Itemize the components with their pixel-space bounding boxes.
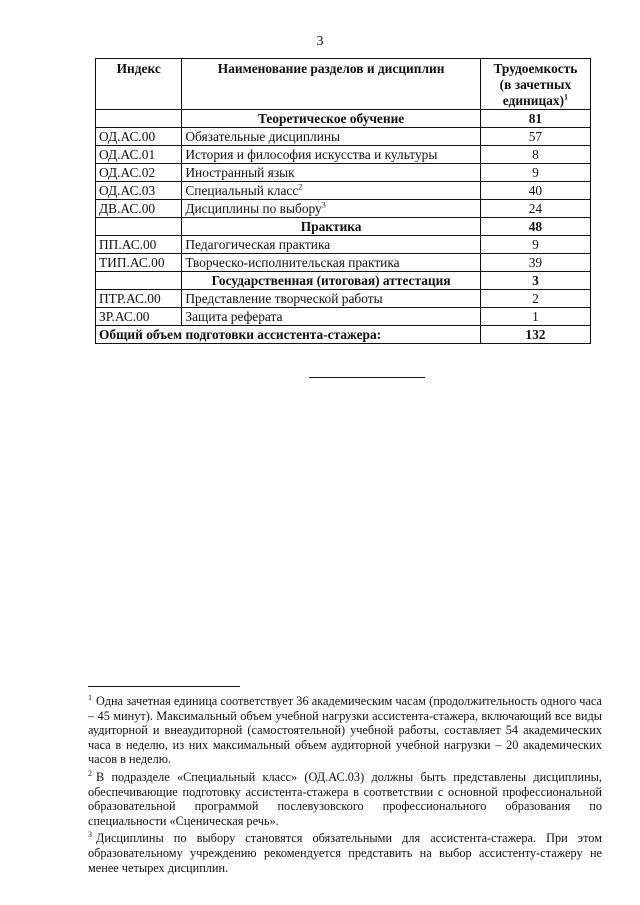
footnote-3 — [88, 828, 602, 875]
row-credits: 1 — [480, 308, 590, 326]
header-index: Индекс — [96, 59, 182, 110]
row-index: ОД.АС.03 — [96, 182, 182, 200]
table-row-section — [96, 110, 591, 128]
row-name: Творческо-исполнительская практика — [182, 254, 480, 272]
header-name: Наименование разделов и дисциплин — [182, 59, 480, 110]
table-row — [96, 236, 591, 254]
section-divider — [309, 377, 425, 378]
row-name-cell — [182, 200, 480, 218]
table-row — [96, 254, 591, 272]
footnote-ref-1: 1 — [564, 92, 569, 102]
row-credits: 3 — [480, 272, 590, 290]
table-row — [96, 128, 591, 146]
footnote-text: В подразделе «Специальный класс» (ОД.АС.03) должны быть представлены дисциплины, обеспечивающие подготовку ассистента-стажера в соответствии с основной профессиональной образовательной программой послевузовского профессионального образования по специальности «Сценическая речь». — [88, 769, 602, 828]
row-index: ОД.АС.00 — [96, 128, 182, 146]
footnote-text: Одна зачетная единица соответствует 36 академическим часам (продолжительность одного часа – 45 минут). Максимальный объем учебной нагрузки ассистента-стажера, включающий все виды аудиторной и внеаудиторной (самостоятельной) учебной работы, составляет 54 академических часа в неделю, из них максимальный объем аудиторной учебной нагрузки – 20 академических часов в неделю. — [88, 694, 602, 767]
footnote-mark: 3 — [88, 830, 92, 840]
row-credits: 57 — [480, 128, 590, 146]
table-row-total — [96, 326, 591, 344]
row-name: Представление творческой работы — [182, 290, 480, 308]
section-title: Теоретическое обучение — [182, 110, 480, 128]
footnote-ref-2: 2 — [298, 182, 303, 192]
footnote-text: Дисциплины по выбору становятся обязательными для ассистента-стажера. При этом образовательному учреждению рекомендуется представить на выбор ассистенту-стажеру не менее четырех дисциплин. — [88, 831, 602, 875]
footnote-1 — [88, 691, 602, 767]
table-row-section — [96, 272, 591, 290]
row-index: ПТР.АС.00 — [96, 290, 182, 308]
total-label: Общий объем подготовки ассистента-стажера: — [96, 326, 481, 344]
page-number: 3 — [316, 34, 324, 49]
row-index: ОД.АС.02 — [96, 164, 182, 182]
row-credits: 9 — [480, 236, 590, 254]
table-row — [96, 200, 591, 218]
footnote-2 — [88, 767, 602, 828]
section-title: Государственная (итоговая) аттестация — [182, 272, 480, 290]
table-row — [96, 308, 591, 326]
row-index — [96, 110, 182, 128]
row-name: Педагогическая практика — [182, 236, 480, 254]
row-credits: 9 — [480, 164, 590, 182]
header-credits-line2: (в зачетных — [499, 77, 572, 92]
row-name: Защита реферата — [182, 308, 480, 326]
header-credits-line1: Трудоемкость — [493, 61, 578, 76]
row-credits: 81 — [480, 110, 590, 128]
row-index: ДВ.АС.00 — [96, 200, 182, 218]
row-index: ПП.АС.00 — [96, 236, 182, 254]
total-credits: 132 — [480, 326, 590, 344]
header-credits-line3: единицах) — [502, 93, 565, 108]
table-row-section — [96, 218, 591, 236]
row-index — [96, 272, 182, 290]
row-name-cell — [182, 182, 480, 200]
curriculum-table — [95, 58, 591, 344]
footnote-divider — [88, 686, 240, 687]
row-credits: 2 — [480, 290, 590, 308]
row-index — [96, 218, 182, 236]
table-row — [96, 290, 591, 308]
footnote-mark: 2 — [88, 768, 92, 778]
row-name: Специальный класс — [185, 183, 299, 198]
row-name: Обязательные дисциплины — [182, 128, 480, 146]
footnotes — [88, 686, 602, 875]
row-credits: 8 — [480, 146, 590, 164]
row-credits: 24 — [480, 200, 590, 218]
row-name: Дисциплины по выбору — [185, 201, 322, 216]
row-credits: 39 — [480, 254, 590, 272]
row-index: ОД.АС.01 — [96, 146, 182, 164]
table-row — [96, 164, 591, 182]
row-credits: 40 — [480, 182, 590, 200]
table-header-row — [96, 59, 591, 110]
section-title: Практика — [182, 218, 480, 236]
row-index: ТИП.АС.00 — [96, 254, 182, 272]
row-name: Иностранный язык — [182, 164, 480, 182]
header-credits — [480, 59, 590, 110]
row-name: История и философия искусства и культуры — [182, 146, 480, 164]
row-index: ЗР.АС.00 — [96, 308, 182, 326]
table-row — [96, 182, 591, 200]
table-row — [96, 146, 591, 164]
footnote-mark: 1 — [88, 693, 92, 702]
footnote-ref-3: 3 — [321, 200, 326, 210]
row-credits: 48 — [480, 218, 590, 236]
